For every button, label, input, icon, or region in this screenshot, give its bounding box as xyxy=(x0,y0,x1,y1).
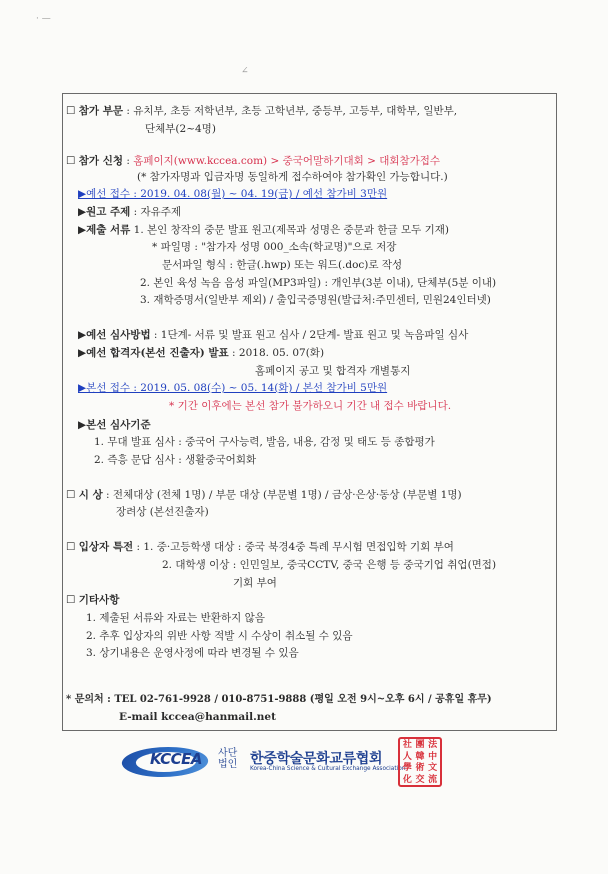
participation-value-2: 단체부(2~4명) xyxy=(145,123,216,135)
pass-value: : 2018. 05. 07(화) xyxy=(228,347,325,359)
participation-label: 참가 부문 xyxy=(78,105,123,117)
etc-item-2: 2. 추후 입상자의 위반 사항 적발 시 수상이 취소될 수 있음 xyxy=(86,630,353,642)
logo-text: KCCEA xyxy=(150,750,203,768)
docs-item-5: 3. 재학증명서(일반부 제외) / 출입국증명원(발급처:주민센터, 민원24인터넷) xyxy=(140,294,491,306)
benefits-value-2: 2. 대학생 이상 : 인민일보, 중국CCTV, 중국 은행 등 중국기업 취업(면접) xyxy=(162,559,497,571)
review-label: ▶예선 심사방법 xyxy=(78,329,151,341)
docs-item-1: 1. 본인 창작의 중문 발표 원고(제목과 성명은 중문과 한글 모두 기재) xyxy=(130,224,449,236)
pass-label: ▶예선 합격자(본선 진출자) 발표 xyxy=(78,347,229,359)
pass-row xyxy=(78,346,324,360)
application-note: (* 참가자명과 입금자명 동일하게 접수하여야 참가확인 가능합니다.) xyxy=(137,171,448,183)
awards-row xyxy=(66,488,462,502)
etc-row xyxy=(66,593,119,607)
topic-row xyxy=(78,205,181,219)
scan-mark: ∠ xyxy=(241,66,249,76)
etc-item-3: 3. 상기내용은 운영사정에 따라 변경될 수 있음 xyxy=(86,647,299,659)
participation-row xyxy=(66,104,457,118)
checkbox-icon: ☐ xyxy=(66,541,76,553)
etc-label: 기타사항 xyxy=(78,594,120,606)
benefits-row xyxy=(66,540,454,554)
topic-value: : 자유주제 xyxy=(130,206,182,218)
docs-row xyxy=(78,223,449,237)
topic-label: ▶원고 주제 xyxy=(78,206,131,218)
scan-mark: · — xyxy=(36,14,51,24)
footer-logo xyxy=(122,740,522,786)
application-row xyxy=(66,154,440,168)
contact-line: * 문의처 : TEL 02-761-9928 / 010-8751-9888 (평일 오전 9시~오후 6시 / 공휴일 휴무) xyxy=(66,694,492,705)
checkbox-icon: ☐ xyxy=(66,155,76,167)
criteria-label: ▶본선 심사기준 xyxy=(78,419,151,431)
participation-value: : 유치부, 초등 저학년부, 초등 고학년부, 중등부, 고등부, 대학부, 일반부, xyxy=(123,105,458,117)
contact-email: E-mail kccea@hanmail.net xyxy=(119,711,276,723)
benefits-label: 입상자 특전 xyxy=(78,541,134,553)
review-value: : 1단계- 서류 및 발표 원고 심사 / 2단계- 발표 원고 및 녹음파일 심사 xyxy=(150,329,469,341)
final-reception: ▶본선 접수 : 2019. 05. 08(수) ~ 05. 14(화) / 본선 참가비 5만원 xyxy=(78,382,388,394)
corp-type: 사단법인 xyxy=(218,748,238,770)
criteria-item-2: 2. 즉흥 문답 심사 : 생활중국어회화 xyxy=(94,454,257,466)
docs-item-3: 문서파일 형식 : 한글(.hwp) 또는 워드(.doc)로 작성 xyxy=(162,259,403,271)
final-note: * 기간 이후에는 본선 참가 불가하오니 기간 내 접수 바랍니다. xyxy=(169,400,452,412)
criteria-item-1: 1. 무대 발표 심사 : 중국어 구사능력, 발음, 내용, 감정 및 태도 등 종합평가 xyxy=(94,436,435,448)
checkbox-icon: ☐ xyxy=(66,105,76,117)
official-seal-icon: 社 團 法 人 韓 中 學 術 文 化 交 流 xyxy=(398,737,442,787)
prelim-reception: ▶예선 접수 : 2019. 04. 08(월) ~ 04. 19(금) / 예선 참가비 3만원 xyxy=(78,188,388,200)
application-sep: : xyxy=(123,155,134,167)
docs-item-4: 2. 본인 육성 녹음 음성 파일(MP3파일) : 개인부(3분 이내), 단체부(5분 이내) xyxy=(140,277,497,289)
etc-item-1: 1. 제출된 서류와 자료는 반환하지 않음 xyxy=(86,612,265,624)
docs-label: ▶제출 서류 xyxy=(78,224,131,236)
checkbox-icon: ☐ xyxy=(66,489,76,501)
org-name-en: Korea-China Science & Cultural Exchange Association xyxy=(250,766,406,772)
benefits-value: : 1. 중·고등학생 대상 : 중국 북경4중 특례 무시험 면접입학 기회 부여 xyxy=(133,541,454,553)
application-path: 홈페이지(www.kccea.com) > 중국어말하기대회 > 대회참가접수 xyxy=(133,155,441,167)
awards-label: 시 상 xyxy=(78,489,103,501)
review-row xyxy=(78,328,468,342)
pass-note: 홈페이지 공고 및 합격자 개별통지 xyxy=(255,365,411,377)
checkbox-icon: ☐ xyxy=(66,594,76,606)
awards-value: : 전체대상 (전체 1명) / 부문 대상 (부문별 1명) / 금상·은상·동상 (부문별 1명) xyxy=(102,489,462,501)
application-label: 참가 신청 xyxy=(78,155,123,167)
docs-item-2: * 파일명 : "참가자 성명 000_소속(학교명)"으로 저장 xyxy=(152,241,397,253)
benefits-value-3: 기회 부여 xyxy=(233,577,277,589)
org-name: 한중학술문화교류협회 xyxy=(250,751,383,767)
awards-value-2: 장려상 (본선진출자) xyxy=(116,506,209,518)
